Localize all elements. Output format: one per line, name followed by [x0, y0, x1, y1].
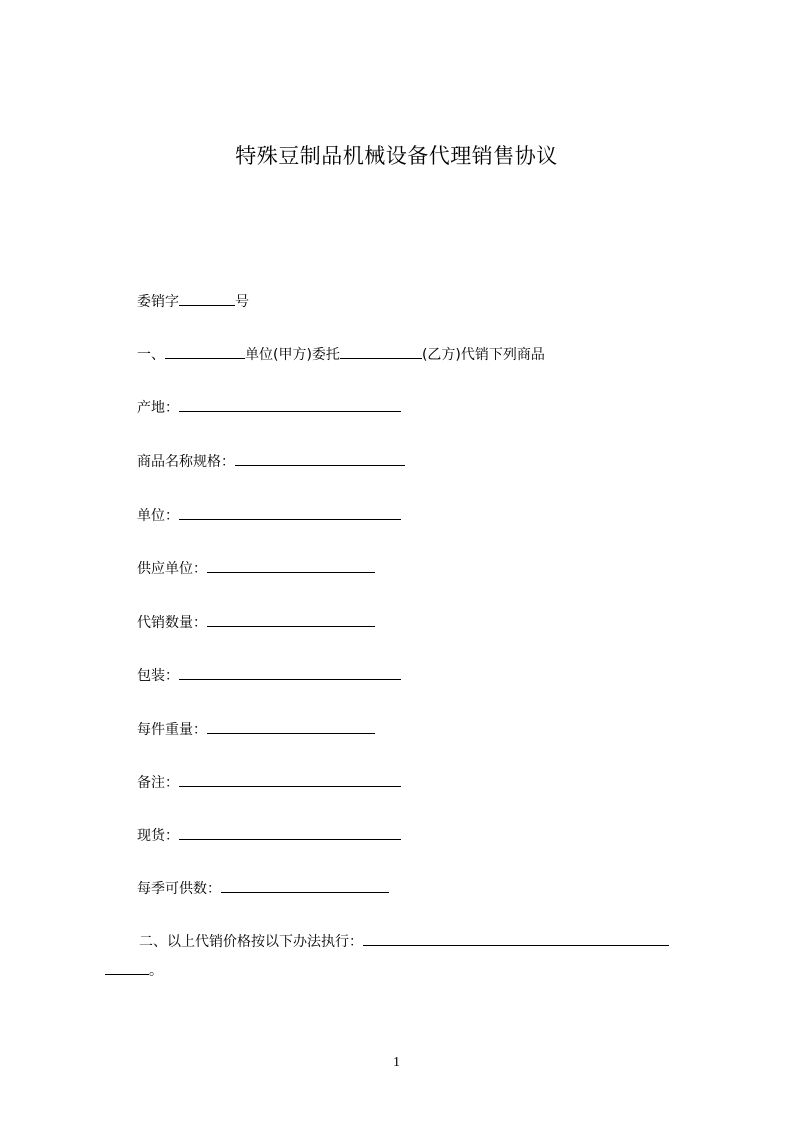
in-stock-line: [137, 825, 401, 846]
unit-line: [137, 505, 401, 526]
origin-blank[interactable]: [179, 397, 401, 412]
clause-two-line: [139, 931, 669, 952]
origin-label: 产地：: [137, 400, 179, 416]
supply-per-season-blank[interactable]: [221, 878, 389, 893]
supplier-line: [137, 558, 375, 579]
consign-quantity-line: [137, 612, 375, 633]
document-title: 特殊豆制品机械设备代理销售协议: [235, 144, 558, 168]
product-name-spec-label: 商品名称规格：: [137, 454, 235, 470]
page-number: 1: [393, 1055, 400, 1070]
unit-blank[interactable]: [179, 505, 401, 520]
supply-per-season-label: 每季可供数：: [137, 881, 221, 897]
remarks-blank[interactable]: [179, 772, 401, 787]
packaging-blank[interactable]: [179, 665, 401, 680]
supplier-label: 供应单位：: [137, 561, 207, 577]
in-stock-blank[interactable]: [179, 825, 401, 840]
weight-per-piece-line: [137, 719, 375, 740]
weight-per-piece-blank[interactable]: [207, 719, 375, 734]
party-a-blank[interactable]: [165, 344, 245, 359]
party-b-blank[interactable]: [340, 344, 422, 359]
reference-suffix: 号: [235, 294, 249, 310]
consign-quantity-label: 代销数量：: [137, 615, 207, 631]
supply-per-season-line: [137, 878, 389, 899]
product-name-spec-blank[interactable]: [235, 451, 405, 466]
pricing-method-blank[interactable]: [363, 931, 669, 946]
clause-two-text: 二、以上代销价格按以下办法执行：: [139, 934, 363, 950]
remarks-label: 备注：: [137, 775, 179, 791]
clause-one-suffix: (乙方)代销下列商品: [421, 347, 545, 363]
pricing-method-blank-continued[interactable]: [105, 960, 149, 975]
clause-one-prefix: 一、: [137, 347, 165, 363]
product-name-spec-line: [137, 451, 405, 472]
remarks-line: [137, 772, 401, 793]
packaging-line: [137, 665, 401, 686]
reference-number-blank[interactable]: [179, 291, 235, 306]
clause-one-middle: 单位(甲方)委托: [245, 347, 340, 363]
clause-two-end: 。: [149, 963, 163, 979]
unit-label: 单位：: [137, 508, 179, 524]
in-stock-label: 现货：: [137, 828, 179, 844]
packaging-label: 包装：: [137, 668, 179, 684]
reference-prefix: 委销字: [137, 294, 179, 310]
weight-per-piece-label: 每件重量：: [137, 722, 207, 738]
origin-line: [137, 397, 401, 418]
clause-two-continuation: [105, 960, 163, 981]
reference-number-line: [137, 291, 249, 312]
consign-quantity-blank[interactable]: [207, 612, 375, 627]
clause-one-line: [137, 344, 545, 365]
supplier-blank[interactable]: [207, 558, 375, 573]
